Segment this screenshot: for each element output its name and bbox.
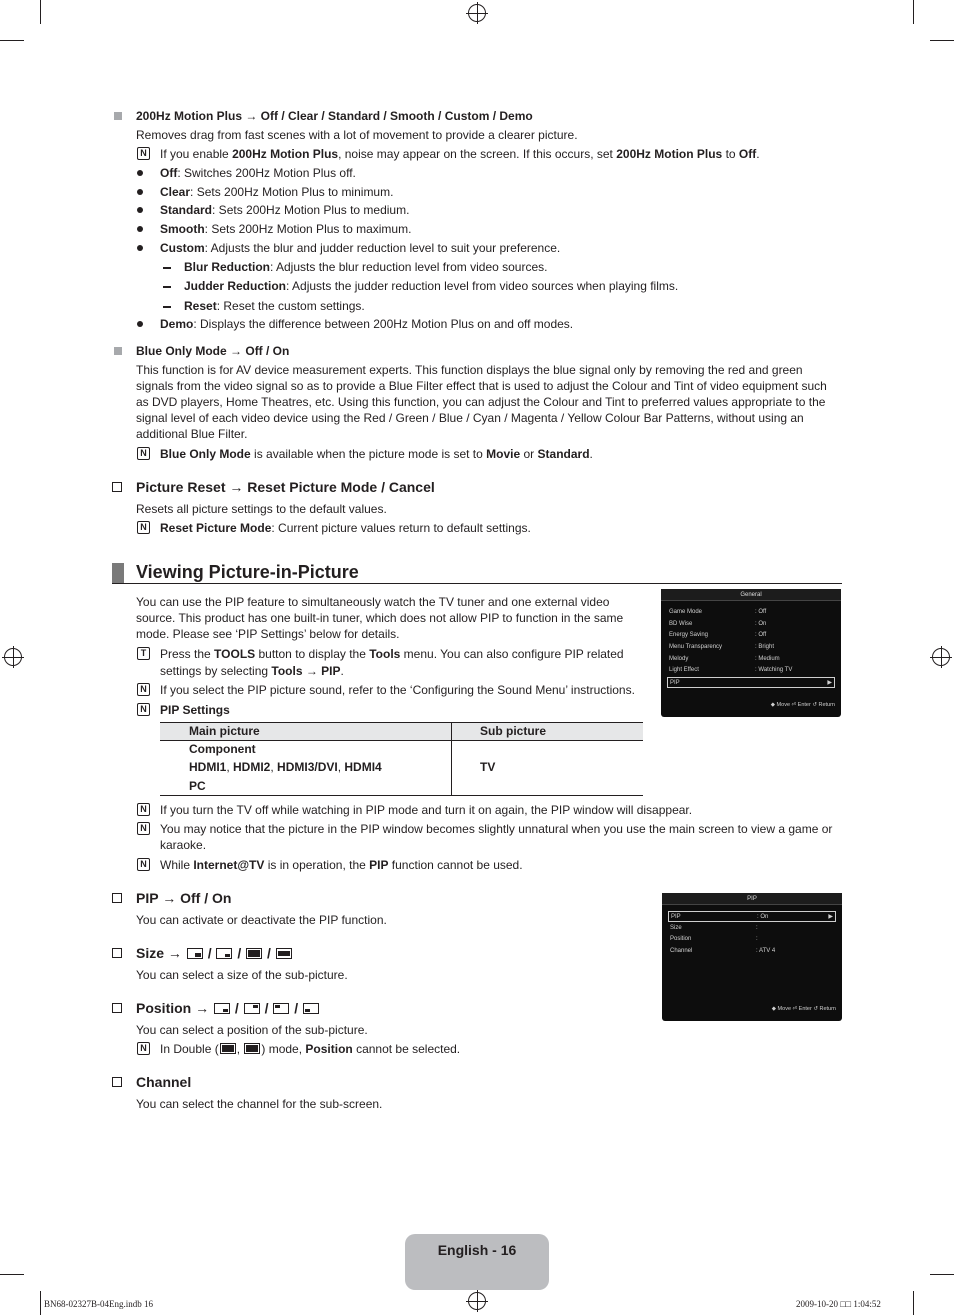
note-icon: N [137, 683, 150, 696]
section-rule [112, 583, 842, 584]
checkbox-bullet-icon [112, 482, 122, 492]
crop-mark [913, 1291, 914, 1315]
blue-note: Blue Only Mode is available when the picture mode is set to Movie or Standard. [160, 447, 593, 461]
crop-mark [930, 1274, 954, 1275]
bullet-icon [137, 170, 143, 176]
note-icon: N [137, 1042, 150, 1055]
checkbox-bullet-icon [112, 1003, 122, 1013]
tv-menu-row[interactable]: BD Wise : On [669, 621, 767, 627]
registration-mark-icon [932, 648, 950, 666]
tv-menu-title: PIP [662, 893, 842, 905]
bullet-icon [137, 189, 143, 195]
pip-medium-icon [216, 948, 232, 959]
reset-desc: Resets all picture settings to the default values. [136, 502, 387, 516]
print-file-info: BN68-02327B-04Eng.indb 16 [44, 1299, 153, 1309]
tv-menu-row[interactable]: Menu Transparency : Bright [669, 644, 775, 650]
pip-double-alt-icon [244, 1043, 260, 1054]
section-title: Viewing Picture-in-Picture [136, 562, 359, 582]
table-cell-sub: TV [480, 760, 496, 774]
position-top-left-icon [273, 1003, 289, 1014]
tv-menu-row[interactable]: Channel : ATV 4 [670, 948, 776, 954]
page-number: English - 16 [437, 1242, 517, 1258]
registration-mark-icon [468, 4, 486, 22]
reset-note: Reset Picture Mode: Current picture values return to default settings. [160, 521, 531, 535]
tools-note-line2: settings by selecting Tools → PIP. [160, 664, 344, 678]
bullet-icon [137, 207, 143, 213]
table-rule [160, 795, 643, 796]
pip-intro: You can use the PIP feature to simultaneously watch the TV tuner and one external video source. This product has one built-in tuner, which does not allow PIP to function in the same mode. Please see ‘PIP Settings’ below for details. [136, 595, 624, 641]
dash-bullet-icon [163, 306, 171, 308]
gray-square-bullet-icon [114, 347, 122, 355]
crop-mark [40, 1291, 41, 1315]
table-divider [451, 722, 452, 795]
reset-heading: Picture Reset → Reset Picture Mode / Cancel [136, 479, 435, 495]
pip-off-note: If you turn the TV off while watching in PIP mode and turn it on again, the PIP window will disappear. [160, 803, 693, 817]
table-cell-main: PC [189, 779, 206, 793]
position-bottom-left-icon [303, 1003, 319, 1014]
tools-icon: T [137, 647, 150, 660]
pip-heading: PIP → Off / On [136, 890, 232, 906]
motion-desc: Removes drag from fast scenes with a lot of movement to provide a clearer picture. [136, 128, 578, 142]
motion-note: If you enable 200Hz Motion Plus, noise may appear on the screen. If this occurs, set 200Hz Motion Plus to Off. [160, 147, 760, 161]
right-arrow-icon: ▶ [828, 914, 833, 920]
tv-menu-row[interactable]: Melody : Medium [669, 656, 780, 662]
tv-menu-title: General [661, 589, 841, 601]
list-item: Demo: Displays the difference between 200Hz Motion Plus on and off modes. [160, 317, 574, 331]
sub-list-item: Reset: Reset the custom settings. [184, 299, 365, 313]
tv-menu-pip [662, 893, 842, 1021]
crop-mark [930, 40, 954, 41]
position-note: In Double ( , ) mode, Position cannot be selected. [160, 1042, 461, 1056]
pip-double-alt-icon [276, 948, 292, 959]
dash-bullet-icon [163, 286, 171, 288]
sub-list-item: Blur Reduction: Adjusts the blur reduction level from video sources. [184, 260, 548, 274]
internet-note: While Internet@TV is in operation, the PIP function cannot be used. [160, 858, 523, 872]
pip-settings-label: PIP Settings [160, 703, 230, 717]
list-item: Standard: Sets 200Hz Motion Plus to medium. [160, 203, 410, 217]
tv-menu-row-pip-selected[interactable]: PIP : On ▶ [668, 911, 836, 922]
note-icon: N [137, 703, 150, 716]
tv-menu-footer: ◆ Move ⏎ Enter ↺ Return [770, 702, 835, 708]
motion-heading: 200Hz Motion Plus → Off / Clear / Standard / Smooth / Custom / Demo [136, 109, 533, 123]
crop-mark [0, 1274, 24, 1275]
tv-menu-row[interactable]: Light Effect : Watching TV [669, 667, 793, 673]
table-head-main: Main picture [189, 724, 260, 738]
note-icon: N [137, 447, 150, 460]
bullet-icon [137, 321, 143, 327]
crop-mark [40, 0, 41, 24]
list-item: Clear: Sets 200Hz Motion Plus to minimum. [160, 185, 394, 199]
note-icon: N [137, 822, 150, 835]
note-icon: N [137, 147, 150, 160]
dash-bullet-icon [163, 267, 171, 269]
table-cell-main: Component [189, 742, 256, 756]
checkbox-bullet-icon [112, 948, 122, 958]
table-head-sub: Sub picture [480, 724, 547, 738]
section-bar [112, 563, 124, 583]
note-icon: N [137, 803, 150, 816]
tv-menu-row-pip-selected[interactable]: PIP ▶ [667, 677, 835, 688]
channel-heading: Channel [136, 1074, 192, 1090]
list-item: Off: Switches 200Hz Motion Plus off. [160, 166, 356, 180]
pip-double-icon [220, 1043, 236, 1054]
tools-note-line1: Press the TOOLS button to display the Tools menu. You can also configure PIP related [160, 647, 624, 661]
sub-list-item: Judder Reduction: Adjusts the judder reduction level from video sources when playing films. [184, 279, 679, 293]
crop-mark [913, 0, 914, 24]
pip-small-icon [187, 948, 203, 959]
position-top-right-icon [244, 1003, 260, 1014]
crop-mark [0, 40, 24, 41]
channel-desc: You can select the channel for the sub-screen. [136, 1097, 383, 1111]
tv-menu-footer: ◆ Move ⏎ Enter ↺ Return [771, 1006, 836, 1012]
size-heading: Size → / / / [136, 945, 293, 961]
registration-mark-icon [468, 1292, 486, 1310]
print-date-info: 2009-10-20 □□ 1:04:52 [796, 1299, 881, 1309]
position-bottom-right-icon [214, 1003, 230, 1014]
note-icon: N [137, 521, 150, 534]
list-item: Smooth: Sets 200Hz Motion Plus to maximum. [160, 222, 412, 236]
size-desc: You can select a size of the sub-picture. [136, 968, 348, 982]
tv-menu-row[interactable]: Position : [670, 936, 758, 942]
tv-menu-row[interactable]: Game Mode : Off [669, 609, 767, 615]
position-heading: Position → / / / [136, 1000, 320, 1016]
bullet-icon [137, 245, 143, 251]
pip-desc: You can activate or deactivate the PIP function. [136, 913, 387, 927]
blue-desc: This function is for AV device measurement experts. This function displays the blue signal only by removing the red and green signals from the video signal so as to provide a Blue Filter effect that is used to adjust the Colour and Tint of video equipment such as DVD players, Home Theatres, etc. Using this function, you can adjust the Colour and Tint to preferred values appropriate to the signal level of each video device using the Red / Green / Blue / Cyan / Magenta / Yellow Colour Bar Patterns, without using an additional Blue Filter. [136, 363, 827, 441]
gray-square-bullet-icon [114, 112, 122, 120]
pip-unnatural-note: You may notice that the picture in the PIP window becomes slightly unnatural when you use the main screen to view a game or karaoke. [160, 822, 833, 852]
note-icon: N [137, 858, 150, 871]
tv-menu-row[interactable]: Energy Saving : Off [669, 632, 767, 638]
right-arrow-icon: ▶ [827, 680, 832, 686]
table-cell-main: HDMI1, HDMI2, HDMI3/DVI, HDMI4 [189, 760, 382, 774]
sound-note: If you select the PIP picture sound, refer to the ‘Configuring the Sound Menu’ instructions. [160, 683, 635, 697]
bullet-icon [137, 226, 143, 232]
registration-mark-icon [4, 648, 22, 666]
checkbox-bullet-icon [112, 1077, 122, 1087]
position-desc: You can select a position of the sub-picture. [136, 1023, 368, 1037]
blue-heading: Blue Only Mode → Off / On [136, 344, 290, 358]
checkbox-bullet-icon [112, 893, 122, 903]
pip-double-icon [246, 948, 262, 959]
tv-menu-general [661, 589, 841, 717]
list-item: Custom: Adjusts the blur and judder reduction level to suit your preference. [160, 241, 561, 255]
tv-menu-row[interactable]: Size : [670, 925, 758, 931]
